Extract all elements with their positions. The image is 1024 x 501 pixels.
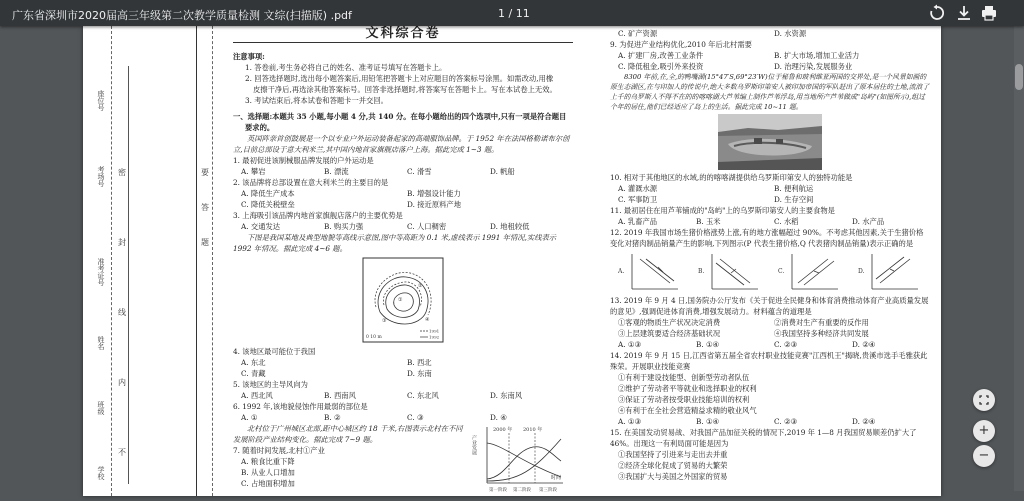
notice-line: 2. 回答选择题时,选出每小题答案后,用铅笔把答题卡上对应题目的答案标号涂黑。如需改动,用橡: [245, 74, 554, 83]
zoom-in-button[interactable]: +: [973, 420, 995, 442]
option: ③上层建筑要适合经济基础状况: [618, 329, 721, 338]
svg-text:④: ④: [425, 317, 430, 323]
answer-choice: D. ②④: [852, 340, 876, 349]
pdf-page: [83, 26, 941, 496]
graph-option-c: [778, 251, 842, 293]
question-1: 1. 最初促进该制械服品牌发展的户外运动是: [233, 156, 374, 165]
map-legend-1991: 1991: [429, 328, 440, 334]
answer-choice: A. ①③: [618, 417, 641, 426]
binding-label-school: 学校: [97, 466, 105, 480]
download-icon[interactable]: [955, 4, 973, 22]
figure-axis-label: 产业发展: [471, 435, 477, 455]
option: D. 东南风: [490, 391, 523, 400]
question-7: 7. 随着时间发展,北村①产业: [233, 446, 325, 455]
graph-label: B.: [698, 268, 705, 275]
option: B. 玉米: [696, 217, 721, 226]
option: C. 人口稠密: [407, 222, 447, 231]
option: A. 灌溉水源: [618, 184, 658, 193]
section-heading-cont: 要求的。: [245, 123, 275, 132]
industry-stage-figure: [473, 421, 573, 493]
option: B. 漂流: [324, 167, 349, 176]
passage: 下图是我国某地及典型地貌等高线示意图,图中等高距为 0.1 米,虚线表示 1991 年情况,实线表示 1992 年情况。据此完成 4~6 题。: [233, 233, 557, 253]
question-11: 11. 最初居住在用芦苇铺成的"岛屿"上的乌罗斯印第安人的主要食物是: [610, 206, 835, 215]
option: ④有利于在全社会营造精益求精的敬业风气: [618, 406, 757, 415]
binding-label-class: 班级: [97, 401, 105, 415]
question-10: 10. 相对于其他地区的水域,的的喀喀湖提供给乌罗斯印第安人的独特功能是: [610, 173, 853, 182]
scrollbar-thumb[interactable]: [1015, 64, 1023, 90]
graph-label: C.: [778, 268, 785, 275]
option: C. 水稻: [774, 217, 799, 226]
seal-char: 答: [201, 203, 209, 212]
map-legend-1992: 1992: [429, 334, 440, 340]
seal-char: 不: [118, 448, 126, 457]
option: D. 生存空间: [774, 195, 814, 204]
svg-text:②: ②: [418, 283, 423, 289]
fit-page-button[interactable]: [973, 389, 995, 411]
notice-heading: 注意事项:: [233, 52, 265, 61]
option: B. ②: [324, 413, 341, 422]
map-scale: 0 10 m: [366, 335, 382, 340]
section-heading: 一、选择题:本题共 35 小题,每小题 4 分,共 140 分。在每小题给出的四个选项中,只有一项是符合题目: [233, 112, 567, 121]
option: A. 扩建厂房,改善工业条件: [618, 51, 704, 60]
option: C. 矿产资源: [618, 29, 658, 38]
left-column: [233, 26, 573, 501]
option: B. 便利航运: [774, 184, 814, 193]
pq-graph-options: [610, 251, 930, 293]
figure-time-label: 时间: [551, 475, 562, 481]
seal-char: 封: [118, 238, 126, 247]
passage: 8300 年前,在,全,的鸭嘴湖(15°47′S,69°23′W)位于秘鲁和玻利维亚两国的交界处,是一个风景如画的原生态湖区,在与印加人的传说中,绝大多数乌罗斯印第安人被印加帝国的军队赶出了原本居住的土地,流浪了上千的乌罗斯人不得不在的的喀喀湖大芦苇编上制作芦苇浮岛,用当地所产芦苇做成"岛屿"(如图所示),组过个年的居住,他们已经适应了岛上的生活。据此完成 10~11 题。: [610, 73, 930, 111]
vertical-scrollbar[interactable]: [1014, 26, 1024, 491]
option: ②经济全球化促成了贸易的大繁荣: [618, 461, 728, 470]
question-3: 3. 上海吸引该品牌内地首家旗舰店落户的主要优势是: [233, 211, 403, 220]
pdf-toolbar: [0, 0, 1024, 26]
answer-choice: B. ①④: [696, 340, 720, 349]
option: ①我国坚持了引进来与走出去并重: [618, 450, 728, 459]
figure-year-2000: 2000 年: [493, 427, 513, 433]
option: A. 东北: [241, 358, 266, 367]
zoom-out-button[interactable]: −: [973, 445, 995, 467]
binding-label-exam-id: 准考证号: [97, 258, 105, 286]
passage: 英国阵亲首创鼓展是一个以专业户外运动装备起家的高端服饰品牌。于 1952 年在法国格勒诺布尔创立,目前总部设于意大利米兰,其中国内地首家旗舰店落户上海。据此完成 1~3 题。: [233, 134, 570, 154]
figure-stage: 第二阶段: [513, 488, 531, 493]
binding-margin: [83, 26, 223, 496]
option: D. 东南: [407, 369, 432, 378]
answer-choice: C. ②③: [774, 340, 798, 349]
option: A. 降低生产成本: [241, 189, 295, 198]
option: D. ④: [490, 413, 507, 422]
option: ①客观的物质生产状况决定消费: [618, 318, 721, 327]
option: C. 军事防卫: [618, 195, 658, 204]
question-4: 4. 该地区最可能位于我国: [233, 347, 316, 356]
print-icon[interactable]: [980, 4, 998, 22]
graph-label: D.: [858, 268, 865, 275]
figure-stage: 第三阶段: [539, 488, 557, 493]
graph-option-a: [618, 251, 682, 293]
option: D. 接近原料产地: [407, 200, 462, 209]
binding-label-name: 姓名: [97, 336, 105, 350]
option: D. 水产品: [852, 217, 885, 226]
graph-label: A.: [618, 268, 625, 275]
document-title: 广东省深圳市2020届高三年级第二次教学质量检测 文综(扫描版) .pdf: [12, 9, 352, 22]
svg-text:③: ③: [382, 318, 387, 324]
option: D. 水资源: [774, 29, 807, 38]
graph-option-d: [858, 251, 922, 293]
binding-label-room: 考场号: [97, 166, 105, 187]
notice-line: 3. 考试结束后,将本试卷和答题卡一并交回。: [245, 96, 388, 105]
passage: 北村位于广州城区北部,距中心城区约 18 千米,右图表示北村在不同发展阶段产业结构变化。据此完成 7~9 题。: [233, 424, 463, 444]
option: C. 青藏: [241, 369, 266, 378]
option: C. 滑雪: [407, 167, 432, 176]
answer-choice: C. ②③: [774, 417, 798, 426]
option: A. 西北风: [241, 391, 273, 400]
svg-text:①: ①: [398, 297, 403, 303]
question-6: 6. 1992 年,该地貌侵蚀作用最弱的部位是: [233, 402, 368, 411]
figure-year-2010: 2010 年: [523, 427, 543, 433]
option: A. 乳畜产品: [618, 217, 658, 226]
option: C. 占地面积增加: [241, 479, 295, 488]
seal-char: 线: [118, 308, 126, 317]
option: C. 降低关税壁垒: [241, 200, 295, 209]
seal-char: 题: [201, 238, 209, 247]
seal-char: 密: [118, 168, 126, 177]
option: B. 西南风: [324, 391, 356, 400]
option: C. 降低租金,吸引外来投资: [618, 62, 704, 71]
exam-title: 文科综合卷: [365, 26, 441, 41]
question-15: 15. 在美国发动贸易战、对我国产品加征关税的情况下,2019 年 1—8 月我国贸易顺差仍扩大了 46%。出现这一有利局面可能是因为: [610, 428, 917, 448]
question-2: 2. 该品牌将总部设置在意大利米兰的主要目的是: [233, 178, 389, 187]
option: A. 粮食比重下降: [241, 457, 295, 466]
fit-page-icon: [973, 389, 995, 411]
option: B. 扩大市场,增加工业活力: [774, 51, 860, 60]
option: A. ①: [241, 413, 258, 422]
option: B. 增强设计能力: [407, 189, 461, 198]
contour-map-figure: [362, 257, 444, 343]
question-5: 5. 该地区的主导风向为: [233, 380, 308, 389]
figure-stage: 第一阶段: [489, 488, 507, 493]
seal-char: 要: [201, 168, 209, 177]
option: B. 购买力强: [324, 222, 364, 231]
graph-option-b: [698, 251, 762, 293]
answer-choice: A. ①③: [618, 340, 641, 349]
page-indicator[interactable]: 1 / 11: [498, 7, 530, 20]
seal-char: 内: [118, 378, 126, 387]
option: A. 交通发达: [241, 222, 281, 231]
question-13: 13. 2019 年 9 月 4 日,国务院办公厅发布《关于促进全民健身和体育消费推动体育产业高质量发展的意见》,强调促进体育消费,增强发展动力。材料蕴含的道理是: [610, 296, 929, 316]
rotate-icon[interactable]: [928, 4, 946, 22]
question-9: 9. 为促进产业结构优化,2010 年后北村需要: [610, 40, 752, 49]
question-12: 12. 2019 年我国市场生猪价格涨势上涨,有的地方涨幅超过 90%。不考虑其他因素,关于生猪价格变化对猪肉制品销量产生的影响,下列图示(P 代表生猪价格,Q 代表猪肉制品销量)表示正确的是: [610, 228, 924, 248]
option: B. 从业人口增加: [241, 468, 295, 477]
answer-choice: B. ①④: [696, 417, 720, 426]
notice-line: 1. 答卷前,考生务必将自己的姓名、准考证号填写在答题卡上。: [245, 63, 447, 72]
option: ②维护了劳动者平等就业和选择职业的权利: [618, 384, 757, 393]
notice-line: 皮擦干净后,再选涂其他答案标号。回答非选择题时,将答案写在答题卡上。写在本试卷上无效。: [253, 85, 557, 94]
option: ④我国坚持多种经济共同发展: [774, 329, 869, 338]
option: A. 攀岩: [241, 167, 266, 176]
answer-choice: D. ②④: [852, 417, 876, 426]
option: ②消费对生产有重要的反作用: [774, 318, 869, 327]
option: C. ③: [407, 413, 424, 422]
option: C. 东北风: [407, 391, 439, 400]
option: ③保证了劳动者按受职业技能培训的权利: [618, 395, 750, 404]
floating-island-photo: [718, 114, 822, 170]
option: D. 地租较低: [490, 222, 530, 231]
option: D. 帆船: [490, 167, 515, 176]
option: B. 西北: [407, 358, 432, 367]
question-14: 14. 2019 年 9 月 15 日,江西省第五届全省农村职业技能竞赛"江西机王"揭晓,贵溪市选手毛雅获此殊荣。开展职业技能竞赛: [610, 351, 928, 371]
right-column: [610, 26, 930, 482]
option: ①有利于建设技能型、创新型劳动者队伍: [618, 373, 750, 382]
binding-label-seat: 座位号: [97, 90, 105, 111]
option: D. 治理污染,发展服务业: [774, 62, 853, 71]
document-viewer[interactable]: [0, 26, 1024, 491]
option: ③我国扩大与美国之外国家的贸易: [618, 472, 728, 481]
